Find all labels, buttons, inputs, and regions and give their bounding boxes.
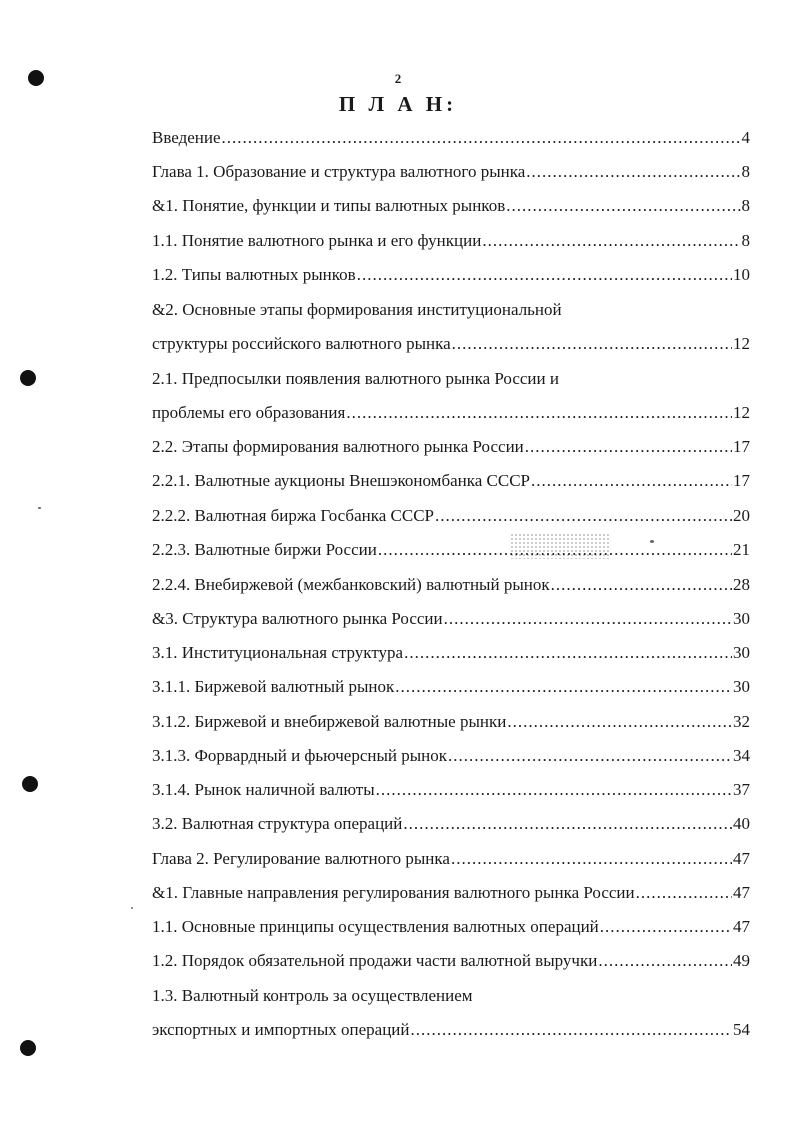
toc-entry-title: Глава 1. Образование и структура валютного рынка — [152, 162, 526, 181]
scan-speck — [38, 507, 41, 509]
toc-entry-title: 3.1. Институциональная структура — [152, 643, 404, 662]
toc-entry-title: 1.3. Валютный контроль за осуществлением — [152, 986, 473, 1005]
toc-entry-page: 17 — [733, 437, 750, 456]
toc-dot-leader — [435, 504, 732, 528]
toc-entry-title: 1.2. Типы валютных рынков — [152, 265, 356, 284]
toc-entry-title: Введение — [152, 128, 221, 147]
toc-dot-leader — [598, 949, 732, 973]
toc-dot-leader — [346, 401, 732, 425]
toc-entry — [152, 263, 750, 287]
toc-entry — [152, 160, 750, 184]
toc-dot-leader — [551, 573, 732, 597]
toc-entry-title: 3.1.4. Рынок наличной валюты — [152, 780, 375, 799]
toc-entry-page: 10 — [733, 265, 750, 284]
toc-entry-page: 28 — [733, 575, 750, 594]
toc-entry-title: &1. Понятие, функции и типы валютных рынков — [152, 196, 506, 215]
toc-entry-title: 3.1.2. Биржевой и внебиржевой валютные рынки — [152, 712, 507, 731]
toc-dot-leader — [636, 881, 732, 905]
page-title: П Л А Н: — [338, 92, 458, 116]
toc-entry-page: 12 — [733, 403, 750, 422]
punch-hole-icon — [22, 776, 38, 792]
toc-entry — [152, 504, 750, 528]
toc-entry — [152, 229, 750, 253]
toc-dot-leader — [506, 194, 740, 218]
toc-entry-title: 2.2.1. Валютные аукционы Внешэкономбанка СССР — [152, 471, 531, 490]
toc-entry-page: 8 — [741, 231, 750, 250]
toc-entry-page: 20 — [733, 506, 750, 525]
toc-entry — [152, 194, 750, 218]
toc-dot-leader — [222, 126, 741, 150]
toc-dot-leader — [357, 263, 732, 287]
toc-entry-title: 2.1. Предпосылки появления валютного рынка России и — [152, 369, 559, 388]
toc-entry-title: 2.2.2. Валютная биржа Госбанка СССР — [152, 506, 434, 525]
toc-entry — [152, 332, 750, 356]
toc-entry-page: 17 — [733, 471, 750, 490]
scan-speck — [131, 907, 133, 909]
toc-entry — [152, 675, 750, 699]
toc-entry — [152, 812, 750, 836]
toc-entry-title: 2.2. Этапы формирования валютного рынка России — [152, 437, 524, 456]
toc-dot-leader — [525, 435, 732, 459]
toc-entry-page: 8 — [741, 196, 750, 215]
toc-dot-leader — [395, 675, 732, 699]
toc-entry — [152, 573, 750, 597]
toc-entry-title: 2.2.3. Валютные биржи России — [152, 540, 377, 559]
toc-entry — [152, 367, 750, 391]
toc-dot-leader — [507, 710, 732, 734]
toc-entry-page: 47 — [733, 883, 750, 902]
toc-entry-page: 37 — [733, 780, 750, 799]
toc-entry-title: проблемы его образования — [152, 403, 346, 422]
toc-entry — [152, 607, 750, 631]
toc-dot-leader — [600, 915, 732, 939]
punch-hole-icon — [20, 1040, 36, 1056]
toc-entry-title: &1. Главные направления регулирования валютного рынка России — [152, 883, 635, 902]
toc-dot-leader — [376, 778, 732, 802]
toc-entry-title: &2. Основные этапы формирования институциональной — [152, 300, 562, 319]
toc-entry — [152, 641, 750, 665]
toc-entry-title: &3. Структура валютного рынка России — [152, 609, 443, 628]
toc-dot-leader — [451, 847, 732, 871]
toc-entry — [152, 435, 750, 459]
toc-entry-title: 3.1.3. Форвардный и фьючерсный рынок — [152, 746, 448, 765]
toc-dot-leader — [526, 160, 740, 184]
toc-dot-leader — [531, 469, 732, 493]
toc-dot-leader — [403, 812, 732, 836]
toc-entry-title: 2.2.4. Внебиржевой (межбанковский) валютный рынок — [152, 575, 550, 594]
toc-entry-page: 40 — [733, 814, 750, 833]
toc-entry — [152, 126, 750, 150]
toc-entry-page: 4 — [741, 128, 750, 147]
toc-entry — [152, 744, 750, 768]
toc-entry-page: 34 — [733, 746, 750, 765]
toc-entry — [152, 710, 750, 734]
toc-entry — [152, 401, 750, 425]
toc-entry — [152, 984, 750, 1008]
toc-entry — [152, 538, 750, 562]
toc-dot-leader — [482, 229, 740, 253]
punch-hole-icon — [20, 370, 36, 386]
toc-entry-title: 1.1. Понятие валютного рынка и его функции — [152, 231, 482, 250]
toc-entry — [152, 915, 750, 939]
toc-entry-title: 3.2. Валютная структура операций — [152, 814, 403, 833]
toc-entry-title: 1.2. Порядок обязательной продажи части валютной выручки — [152, 951, 598, 970]
toc-entry-page: 30 — [733, 677, 750, 696]
toc-entry-page: 54 — [733, 1020, 750, 1039]
toc-entry — [152, 298, 750, 322]
toc-entry-title: экспортных и импортных операций — [152, 1020, 410, 1039]
toc-entry-page: 21 — [733, 540, 750, 559]
toc-dot-leader — [378, 538, 732, 562]
toc-entry — [152, 778, 750, 802]
toc-entry-title: 1.1. Основные принципы осуществления валютных операций — [152, 917, 599, 936]
toc-entry-page: 30 — [733, 643, 750, 662]
toc-entry-page: 47 — [733, 917, 750, 936]
toc-entry-page: 12 — [733, 334, 750, 353]
toc-entry-title: структуры российского валютного рынка — [152, 334, 451, 353]
toc-dot-leader — [444, 607, 732, 631]
toc-entry-title: 3.1.1. Биржевой валютный рынок — [152, 677, 395, 696]
toc-entry — [152, 469, 750, 493]
toc-entry-page: 30 — [733, 609, 750, 628]
toc-entry-page: 8 — [741, 162, 750, 181]
toc-entry — [152, 881, 750, 905]
page-number: 2 — [394, 71, 402, 86]
toc-entry-title: Глава 2. Регулирование валютного рынка — [152, 849, 450, 868]
toc-dot-leader — [404, 641, 732, 665]
toc-entry — [152, 1018, 750, 1042]
toc-entry-page: 32 — [733, 712, 750, 731]
toc-entry-page: 49 — [733, 951, 750, 970]
toc-dot-leader — [452, 332, 732, 356]
toc-entry — [152, 949, 750, 973]
toc-dot-leader — [411, 1018, 732, 1042]
toc-entry-page: 47 — [733, 849, 750, 868]
toc-entry — [152, 847, 750, 871]
toc-dot-leader — [448, 744, 732, 768]
